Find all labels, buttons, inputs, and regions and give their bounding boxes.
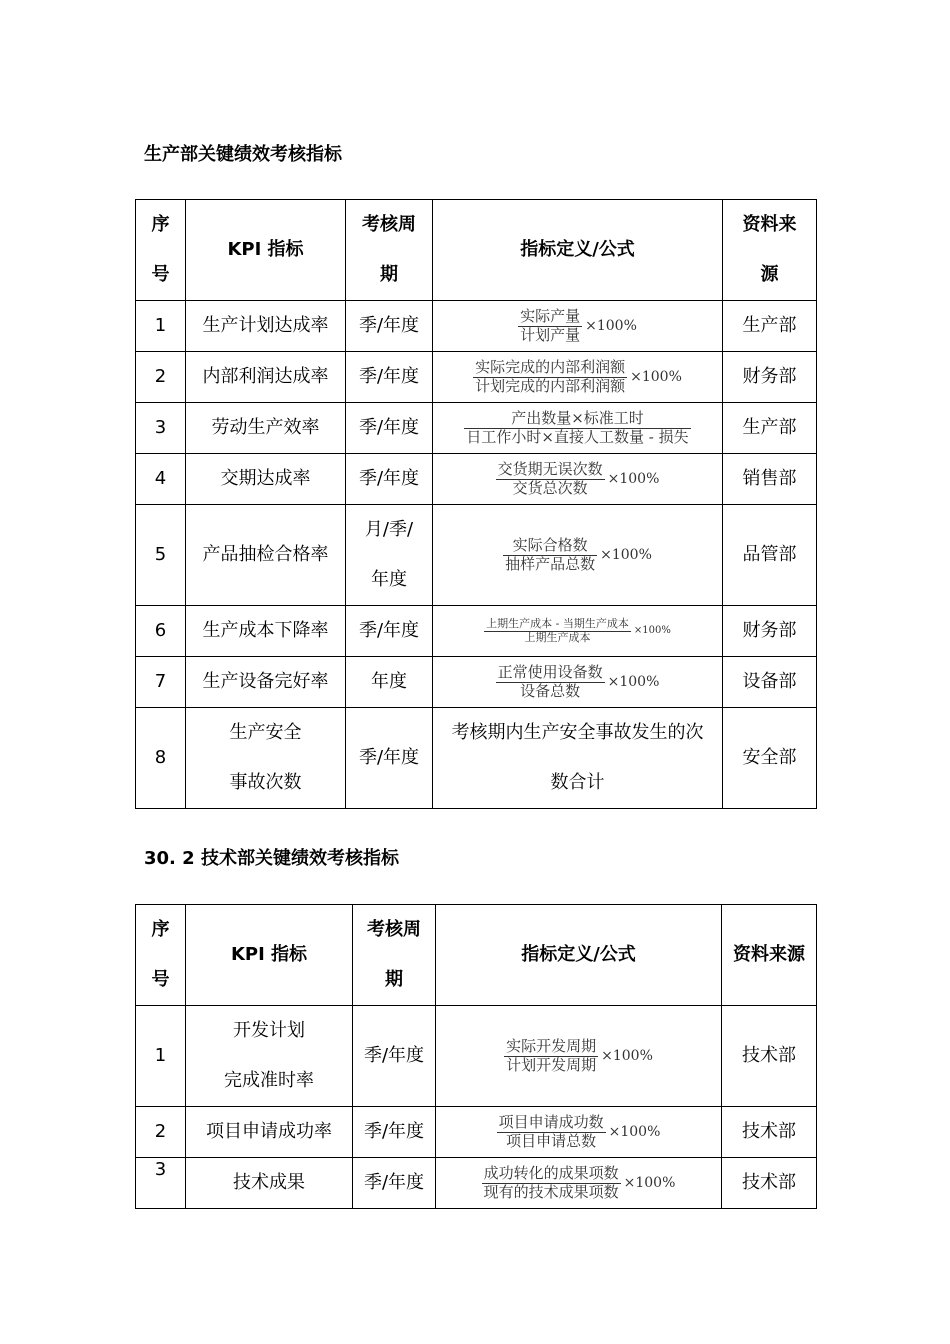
- header-kpi: KPI 指标: [186, 200, 346, 301]
- table-row: [136, 454, 817, 505]
- table-row: [136, 1006, 817, 1107]
- seq-cell: 4: [136, 454, 186, 505]
- source-cell: 生产部: [723, 403, 817, 454]
- source-cell: 生产部: [723, 301, 817, 352]
- section-title-technology: 30. 2 技术部关键绩效考核指标: [144, 848, 399, 869]
- period-cell: 季/年度: [346, 403, 433, 454]
- period-cell: 季/年度: [346, 708, 433, 809]
- period-cell: 季/年度: [346, 606, 433, 657]
- formula-cell: $\frac{\text{交货期无误次数}}{\text{交货总次数}}$ ×100%: [433, 454, 723, 505]
- source-cell: 安全部: [723, 708, 817, 809]
- production-kpi-table: [135, 199, 817, 809]
- header-source: 资料来 源: [723, 200, 817, 301]
- kpi-cell: 生产安全 事故次数: [186, 708, 346, 809]
- table-row: [136, 505, 817, 606]
- section-title-production: 生产部关键绩效考核指标: [144, 144, 342, 165]
- table-row: [136, 657, 817, 708]
- seq-cell: 3: [136, 403, 186, 454]
- kpi-cell: 技术成果: [186, 1158, 353, 1209]
- table-row: [136, 708, 817, 809]
- period-cell: 季/年度: [353, 1107, 436, 1158]
- header-seq: 序 号: [136, 200, 186, 301]
- seq-cell: 7: [136, 657, 186, 708]
- kpi-cell: 项目申请成功率: [186, 1107, 353, 1158]
- period-cell: 季/年度: [346, 454, 433, 505]
- source-cell: 技术部: [722, 1107, 817, 1158]
- period-cell: 季/年度: [353, 1006, 436, 1107]
- source-cell: 技术部: [722, 1006, 817, 1107]
- seq-cell: 5: [136, 505, 186, 606]
- kpi-cell: 内部利润达成率: [186, 352, 346, 403]
- seq-cell: 1: [136, 1006, 186, 1107]
- formula-cell: $\frac{\text{实际产量}}{\text{计划产量}}$ ×100%: [433, 301, 723, 352]
- kpi-cell: 生产设备完好率: [186, 657, 346, 708]
- seq-cell: 2: [136, 352, 186, 403]
- seq-cell: 3: [136, 1158, 186, 1209]
- table-header-row: [136, 905, 817, 1006]
- period-cell: 年度: [346, 657, 433, 708]
- period-cell: 季/年度: [346, 352, 433, 403]
- source-cell: 技术部: [722, 1158, 817, 1209]
- table-row: [136, 606, 817, 657]
- seq-cell: 1: [136, 301, 186, 352]
- kpi-cell: 劳动生产效率: [186, 403, 346, 454]
- formula-cell: $\frac{\text{项目申请成功数}}{\text{项目申请总数}}$ ×100%: [436, 1107, 722, 1158]
- formula-cell: $\frac{\text{产出数量×标准工时}}{\text{日工作小时×直接人工数量 - 损失}}$: [433, 403, 723, 454]
- source-cell: 财务部: [723, 352, 817, 403]
- kpi-cell: 生产成本下降率: [186, 606, 346, 657]
- header-period: 考核周 期: [346, 200, 433, 301]
- header-seq: 序 号: [136, 905, 186, 1006]
- definition-cell: 考核期内生产安全事故发生的次 数合计: [433, 708, 723, 809]
- table-row: [136, 352, 817, 403]
- header-period: 考核周 期: [353, 905, 436, 1006]
- kpi-cell: 产品抽检合格率: [186, 505, 346, 606]
- formula-cell: $\frac{\text{正常使用设备数}}{\text{设备总数}}$ ×100%: [433, 657, 723, 708]
- kpi-cell: 交期达成率: [186, 454, 346, 505]
- source-cell: 销售部: [723, 454, 817, 505]
- formula-cell: $\frac{\text{实际开发周期}}{\text{计划开发周期}}$ ×100%: [436, 1006, 722, 1107]
- seq-cell: 2: [136, 1107, 186, 1158]
- technology-kpi-table: [135, 904, 817, 1209]
- formula-cell: $\frac{\text{成功转化的成果项数}}{\text{现有的技术成果项数}}$ ×100%: [436, 1158, 722, 1209]
- source-cell: 品管部: [723, 505, 817, 606]
- table-row: [136, 301, 817, 352]
- source-cell: 财务部: [723, 606, 817, 657]
- kpi-cell: 生产计划达成率: [186, 301, 346, 352]
- seq-cell: 8: [136, 708, 186, 809]
- source-cell: 设备部: [723, 657, 817, 708]
- formula-cell: $\frac{\text{上期生产成本 - 当期生产成本}}{\text{上期生产成本}}$ ×100%: [433, 606, 723, 657]
- header-definition: 指标定义/公式: [433, 200, 723, 301]
- table-header-row: [136, 200, 817, 301]
- period-cell: 季/年度: [346, 301, 433, 352]
- seq-cell: 6: [136, 606, 186, 657]
- period-cell: 季/年度: [353, 1158, 436, 1209]
- header-definition: 指标定义/公式: [436, 905, 722, 1006]
- table-row: [136, 1158, 817, 1209]
- table-row: [136, 403, 817, 454]
- header-kpi: KPI 指标: [186, 905, 353, 1006]
- header-source: 资料来源: [722, 905, 817, 1006]
- table-row: [136, 1107, 817, 1158]
- formula-cell: $\frac{\text{实际合格数}}{\text{抽样产品总数}}$ ×100%: [433, 505, 723, 606]
- formula-cell: $\frac{\text{实际完成的内部利润额}}{\text{计划完成的内部利润额}}$ ×100%: [433, 352, 723, 403]
- period-cell: 月/季/ 年度: [346, 505, 433, 606]
- kpi-cell: 开发计划 完成准时率: [186, 1006, 353, 1107]
